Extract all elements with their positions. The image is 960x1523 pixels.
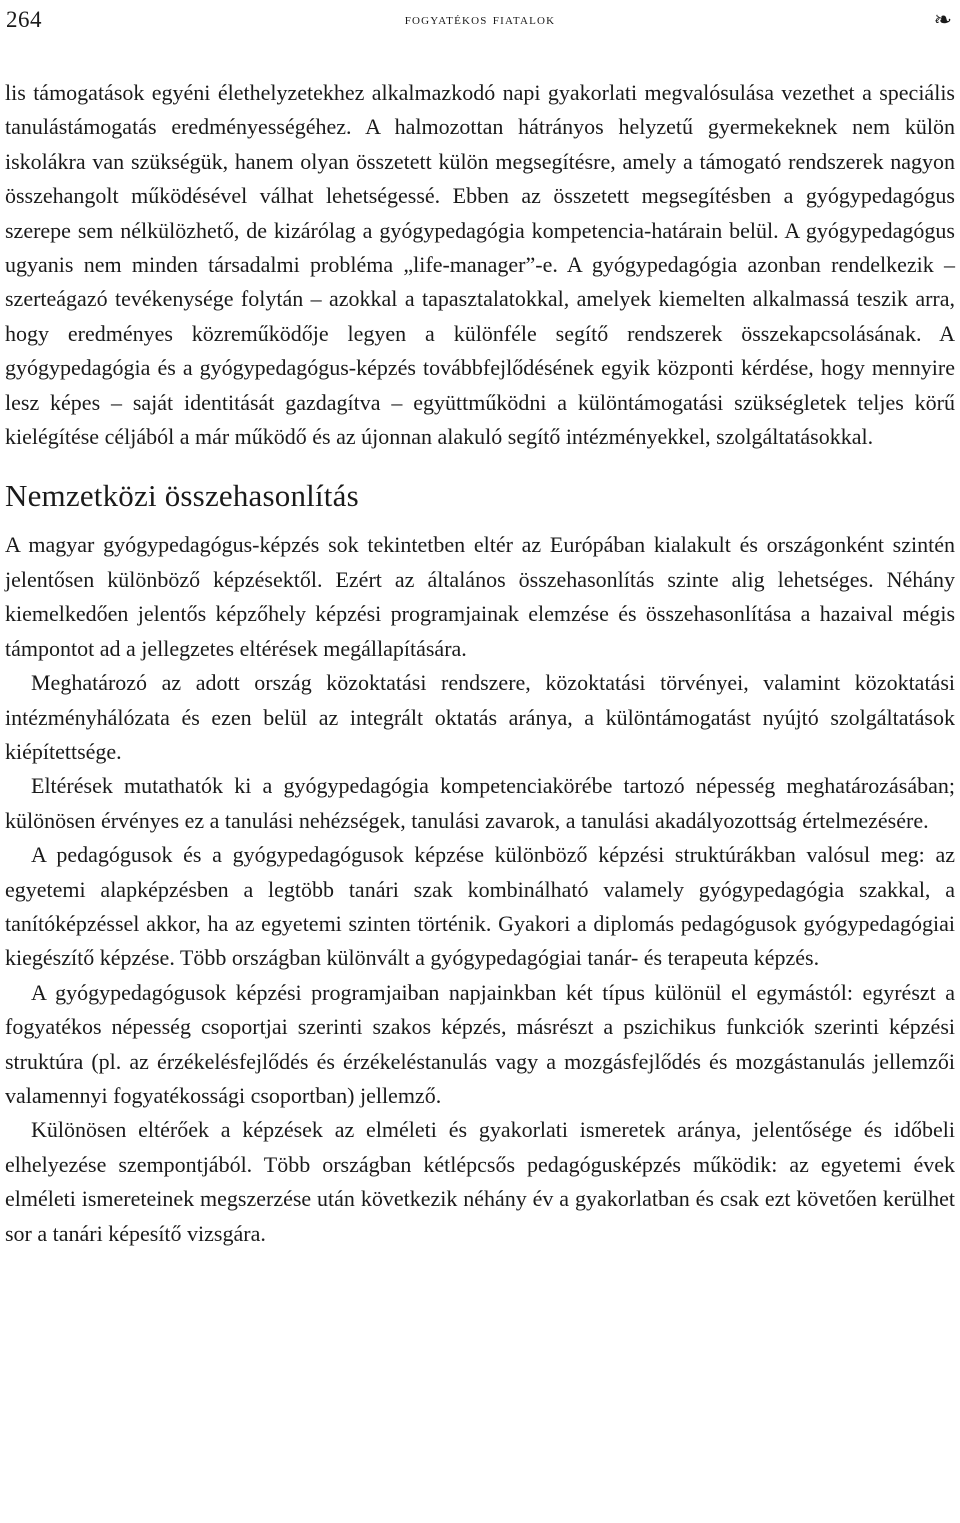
paragraph-continued: lis támogatások egyéni élethelyzetekhez alkalmazkodó napi gyakorlati megvalósulása vezethet a speciális tanulástámogatás eredményességéhez. A halmozottan hátrányos helyzetű gyermekeknek nem külön iskolákra van szükségük, hanem olyan összetett külön megsegítésre, amely a támogató rendszerek nagyon összehangolt működésével válhat lehetségessé. Ebben az összetett megsegítésben a gyógypedagógus szerepe sem nélkülözhető, de kizárólag a gyógypedagógia kompetencia-határain belül. A gyógypedagógus ugyanis nem minden társadalmi probléma „life-manager”-e. A gyógypedagógia azonban rendelkezik – szerteágazó tevékenysége folytán – azokkal a tapasztalatokkal, amelyek kiemelten alkalmassá teszik arra, hogy eredményes közreműködője legyen a különféle segítő rendszerek összekapcsolásának. A gyógypedagógia és a gyógypedagógus-képzés továbbfejlődésének egyik központi kérdése, hogy mennyire lesz képes – saját identitását gazdagítva – együttműködni a különtámogatási szükségletek teljes körű kielégítése céljából a már működő és az újonnan alakuló segítő intézményekkel, szolgáltatásokkal. bbox=[5, 80, 955, 450]
fleuron-icon: ❧ bbox=[933, 7, 952, 32]
section-heading: Nemzetközi összehasonlítás bbox=[5, 478, 359, 514]
page-number: 264 bbox=[6, 7, 42, 32]
section-paragraph-2: Meghatározó az adott ország közoktatási rendszere, közoktatási törvényei, valamint közoktatási intézményhálózata és ezen belül az integrált oktatás aránya, a különtámogatást nyújtó szolgáltatások kiépítettsége. bbox=[5, 670, 955, 764]
section-paragraph-5: A gyógypedagógusok képzési programjaiban napjainkban két típus különül el egymástól: egyrészt a fogyatékos népesség csoportjai szerinti szakos képzés, másrészt a pszichikus funkciók szerinti képzési struktúra (pl. az érzékelésfejlődés és érzékeléstanulás vagy a mozgásfejlődés és mozgástanulás jellemzői valamennyi fogyatékossági csoportban) jellemző. bbox=[5, 979, 955, 1108]
body-text bbox=[5, 76, 955, 1251]
running-title: fogyatékos fiatalok bbox=[404, 11, 556, 28]
section-paragraph-4: A pedagógusok és a gyógypedagógusok képzése különböző képzési struktúrákban valósul meg: az egyetemi alapképzésben a legtöbb tanári szak kombinálható valamely gyógypedagógia szakkal, a tanítóképzéssel akkor, ha az egyetemi szinten történik. Gyakori a diplomás pedagógusok gyógypedagógiai kiegészítő képzése. Több országban különvált a gyógypedagógiai tanár- és terapeuta képzés. bbox=[5, 842, 955, 971]
running-head bbox=[6, 2, 954, 38]
section-paragraph-3: Eltérések mutathatók ki a gyógypedagógia kompetenciakörébe tartozó népesség meghatározásában; különösen érvényes ez a tanulási nehézségek, tanulási zavarok, a tanulási akadályozottság értelmezésére. bbox=[5, 773, 955, 833]
section-paragraph-1: A magyar gyógypedagógus-képzés sok tekintetben eltér az Európában kialakult és országonként szintén jelentősen különböző képzésektől. Ezért az általános összehasonlítás szinte alig lehetséges. Néhány kiemelkedően jelentős képzőhely képzési programjainak elemzése és összehasonlítása a hazaival mégis támpontot ad a jellegzetes eltérések megállapítására. bbox=[5, 532, 955, 661]
section-paragraph-6: Különösen eltérőek a képzések az elméleti és gyakorlati ismeretek aránya, jelentősége és időbeli elhelyezése szempontjából. Több országban kétlépcsős pedagógusképzés működik: az egyetemi évek elméleti ismereteinek megszerzése után következik néhány év a gyakorlatban és csak ezt követően kerülhet sor a tanári képesítő vizsgára. bbox=[5, 1117, 955, 1246]
